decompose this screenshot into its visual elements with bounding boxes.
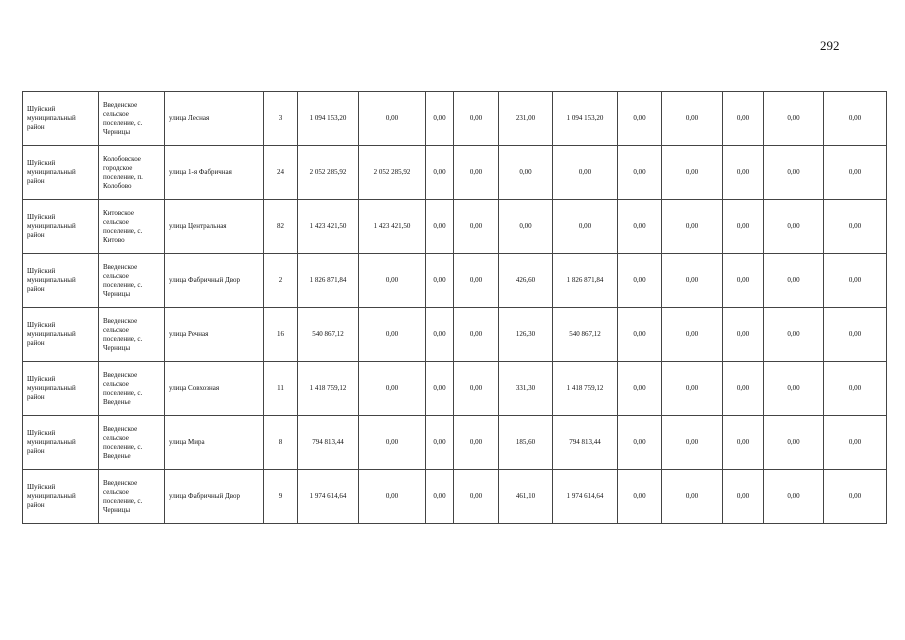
settlement-cell: Введенское сельское поселение, с. Черницы: [99, 470, 165, 524]
area-cell: 461,10: [499, 470, 553, 524]
value-cell: 0,00: [618, 254, 662, 308]
house-number-cell: 16: [264, 308, 298, 362]
table-row: [23, 308, 887, 362]
district-cell: Шуйский муниципальный район: [23, 362, 99, 416]
district-cell: Шуйский муниципальный район: [23, 200, 99, 254]
value-cell: 0,00: [359, 470, 426, 524]
settlement-cell: Введенское сельское поселение, с. Черницы: [99, 254, 165, 308]
street-cell: улица Центральная: [165, 200, 264, 254]
area-cell: 0,00: [499, 200, 553, 254]
house-number-cell: 8: [264, 416, 298, 470]
street-cell: улица Речная: [165, 308, 264, 362]
district-cell: Шуйский муниципальный район: [23, 470, 99, 524]
district-cell: Шуйский муниципальный район: [23, 146, 99, 200]
value-cell: 0,00: [618, 308, 662, 362]
table-row: [23, 254, 887, 308]
value-cell: 0,00: [723, 200, 764, 254]
table-row: [23, 416, 887, 470]
value-cell: 0,00: [454, 146, 499, 200]
value-cell: 1 418 759,12: [298, 362, 359, 416]
value-cell: 1 974 614,64: [553, 470, 618, 524]
value-cell: 0,00: [618, 416, 662, 470]
value-cell: 540 867,12: [298, 308, 359, 362]
value-cell: 0,00: [764, 470, 824, 524]
value-cell: 0,00: [454, 200, 499, 254]
value-cell: 0,00: [723, 254, 764, 308]
value-cell: 0,00: [662, 146, 723, 200]
table-row: [23, 470, 887, 524]
value-cell: 0,00: [618, 362, 662, 416]
value-cell: 0,00: [662, 470, 723, 524]
value-cell: 0,00: [454, 416, 499, 470]
value-cell: 0,00: [454, 254, 499, 308]
value-cell: 0,00: [764, 362, 824, 416]
value-cell: 0,00: [764, 92, 824, 146]
value-cell: 0,00: [662, 308, 723, 362]
district-cell: Шуйский муниципальный район: [23, 92, 99, 146]
street-cell: улица Совхозная: [165, 362, 264, 416]
register-table: [22, 91, 887, 524]
value-cell: 0,00: [764, 200, 824, 254]
value-cell: 0,00: [764, 308, 824, 362]
value-cell: 0,00: [618, 92, 662, 146]
settlement-cell: Введенское сельское поселение, с. Черницы: [99, 92, 165, 146]
value-cell: 2 052 285,92: [298, 146, 359, 200]
value-cell: 0,00: [723, 92, 764, 146]
table-row: [23, 92, 887, 146]
value-cell: 0,00: [764, 416, 824, 470]
table-row: [23, 200, 887, 254]
value-cell: 0,00: [824, 416, 887, 470]
value-cell: 0,00: [553, 200, 618, 254]
value-cell: 0,00: [824, 92, 887, 146]
value-cell: 0,00: [359, 308, 426, 362]
value-cell: 0,00: [359, 416, 426, 470]
value-cell: 0,00: [359, 92, 426, 146]
value-cell: 0,00: [359, 254, 426, 308]
value-cell: 540 867,12: [553, 308, 618, 362]
house-number-cell: 3: [264, 92, 298, 146]
value-cell: 0,00: [723, 416, 764, 470]
value-cell: 0,00: [824, 254, 887, 308]
value-cell: 1 423 421,50: [359, 200, 426, 254]
value-cell: 1 974 614,64: [298, 470, 359, 524]
value-cell: 0,00: [426, 308, 454, 362]
value-cell: 0,00: [553, 146, 618, 200]
value-cell: 0,00: [824, 308, 887, 362]
value-cell: 0,00: [426, 200, 454, 254]
page-number: 292: [820, 38, 840, 53]
value-cell: 1 094 153,20: [298, 92, 359, 146]
house-number-cell: 11: [264, 362, 298, 416]
street-cell: улица Мира: [165, 416, 264, 470]
value-cell: 0,00: [662, 416, 723, 470]
value-cell: 0,00: [824, 362, 887, 416]
value-cell: 0,00: [723, 308, 764, 362]
area-cell: 331,30: [499, 362, 553, 416]
value-cell: 0,00: [618, 200, 662, 254]
house-number-cell: 24: [264, 146, 298, 200]
settlement-cell: Введенское сельское поселение, с. Черницы: [99, 308, 165, 362]
value-cell: 0,00: [454, 92, 499, 146]
settlement-cell: Китовское сельское поселение, с. Китово: [99, 200, 165, 254]
value-cell: 0,00: [618, 146, 662, 200]
value-cell: 0,00: [764, 146, 824, 200]
area-cell: 231,00: [499, 92, 553, 146]
value-cell: 2 052 285,92: [359, 146, 426, 200]
value-cell: 0,00: [426, 416, 454, 470]
value-cell: 0,00: [824, 146, 887, 200]
area-cell: 126,30: [499, 308, 553, 362]
street-cell: улица Фабричный Двор: [165, 254, 264, 308]
value-cell: 0,00: [824, 470, 887, 524]
value-cell: 0,00: [426, 470, 454, 524]
value-cell: 0,00: [426, 362, 454, 416]
value-cell: 0,00: [662, 92, 723, 146]
value-cell: 0,00: [454, 470, 499, 524]
table-row: [23, 362, 887, 416]
street-cell: улица Лесная: [165, 92, 264, 146]
value-cell: 0,00: [662, 362, 723, 416]
value-cell: 0,00: [662, 200, 723, 254]
table-row: [23, 146, 887, 200]
value-cell: 0,00: [764, 254, 824, 308]
settlement-cell: Колобовское городское поселение, п. Колобово: [99, 146, 165, 200]
district-cell: Шуйский муниципальный район: [23, 416, 99, 470]
value-cell: 0,00: [426, 146, 454, 200]
value-cell: 0,00: [723, 146, 764, 200]
settlement-cell: Введенское сельское поселение, с. Введенье: [99, 362, 165, 416]
district-cell: Шуйский муниципальный район: [23, 254, 99, 308]
street-cell: улица Фабричный Двор: [165, 470, 264, 524]
house-number-cell: 82: [264, 200, 298, 254]
value-cell: 1 826 871,84: [298, 254, 359, 308]
value-cell: 0,00: [454, 362, 499, 416]
value-cell: 0,00: [723, 362, 764, 416]
house-number-cell: 2: [264, 254, 298, 308]
area-cell: 185,60: [499, 416, 553, 470]
street-cell: улица 1-я Фабричная: [165, 146, 264, 200]
value-cell: 1 418 759,12: [553, 362, 618, 416]
value-cell: 0,00: [723, 470, 764, 524]
area-cell: 426,60: [499, 254, 553, 308]
value-cell: 794 813,44: [298, 416, 359, 470]
district-cell: Шуйский муниципальный район: [23, 308, 99, 362]
value-cell: 1 423 421,50: [298, 200, 359, 254]
value-cell: 0,00: [426, 92, 454, 146]
value-cell: 0,00: [662, 254, 723, 308]
value-cell: 0,00: [426, 254, 454, 308]
value-cell: 0,00: [359, 362, 426, 416]
house-number-cell: 9: [264, 470, 298, 524]
settlement-cell: Введенское сельское поселение, с. Введенье: [99, 416, 165, 470]
value-cell: 0,00: [618, 470, 662, 524]
area-cell: 0,00: [499, 146, 553, 200]
value-cell: 794 813,44: [553, 416, 618, 470]
value-cell: 1 094 153,20: [553, 92, 618, 146]
value-cell: 0,00: [824, 200, 887, 254]
value-cell: 1 826 871,84: [553, 254, 618, 308]
value-cell: 0,00: [454, 308, 499, 362]
